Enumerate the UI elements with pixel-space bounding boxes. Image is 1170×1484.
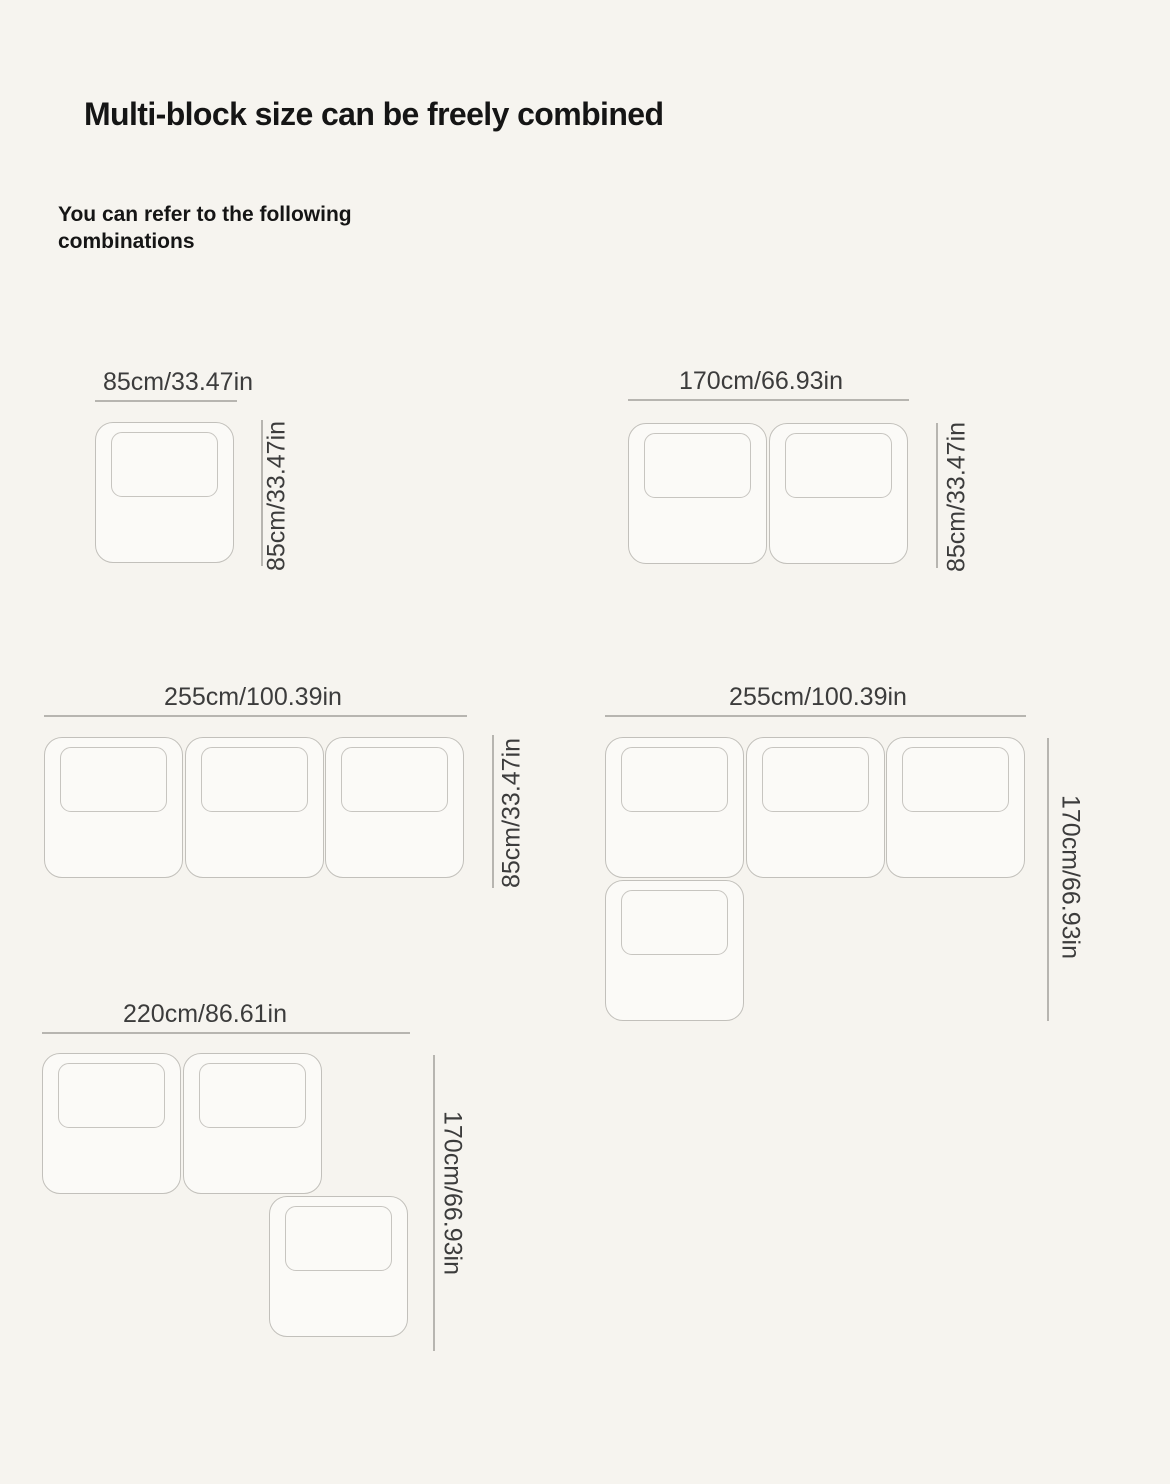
- sofa-block: [44, 737, 183, 878]
- width-dimension-line: [44, 715, 467, 717]
- width-dimension-line: [95, 400, 237, 402]
- height-dimension-line: [1047, 738, 1049, 1021]
- sofa-block: [95, 422, 234, 563]
- seat-cushion-outline: [762, 747, 869, 812]
- sofa-block: [769, 423, 908, 564]
- sofa-block: [605, 880, 744, 1021]
- width-label: 255cm/100.39in: [164, 683, 342, 711]
- seat-cushion-outline: [621, 747, 728, 812]
- width-label: 85cm/33.47in: [102, 368, 254, 396]
- height-label: 85cm/33.47in: [497, 737, 526, 889]
- sofa-block: [42, 1053, 181, 1194]
- height-dimension-line: [433, 1055, 435, 1351]
- width-label: 255cm/100.39in: [729, 683, 907, 711]
- width-label: 220cm/86.61in: [122, 1000, 287, 1028]
- subtitle-line-1: You can refer to the following: [58, 203, 352, 226]
- width-label: 170cm/66.93in: [678, 367, 843, 395]
- sofa-block: [605, 737, 744, 878]
- seat-cushion-outline: [644, 433, 751, 498]
- sofa-block: [746, 737, 885, 878]
- seat-cushion-outline: [58, 1063, 165, 1128]
- height-label: 170cm/66.93in: [438, 1110, 467, 1276]
- height-dimension-line: [936, 423, 938, 568]
- seat-cushion-outline: [621, 890, 728, 955]
- sofa-block: [185, 737, 324, 878]
- seat-cushion-outline: [60, 747, 167, 812]
- seat-cushion-outline: [201, 747, 308, 812]
- seat-cushion-outline: [111, 432, 218, 497]
- height-label: 85cm/33.47in: [942, 421, 971, 573]
- page-title: Multi-block size can be freely combined: [84, 96, 664, 132]
- width-dimension-line: [605, 715, 1026, 717]
- height-label: 170cm/66.93in: [1056, 794, 1085, 960]
- width-dimension-line: [42, 1032, 410, 1034]
- seat-cushion-outline: [902, 747, 1009, 812]
- sofa-block: [628, 423, 767, 564]
- sofa-block: [325, 737, 464, 878]
- height-label: 85cm/33.47in: [262, 420, 291, 572]
- seat-cushion-outline: [785, 433, 892, 498]
- sofa-block: [886, 737, 1025, 878]
- sofa-block: [183, 1053, 322, 1194]
- page-subtitle: [58, 201, 352, 255]
- seat-cushion-outline: [285, 1206, 392, 1271]
- width-dimension-line: [628, 399, 909, 401]
- seat-cushion-outline: [341, 747, 448, 812]
- seat-cushion-outline: [199, 1063, 306, 1128]
- subtitle-line-2: combinations: [58, 230, 195, 253]
- height-dimension-line: [492, 735, 494, 888]
- sofa-block: [269, 1196, 408, 1337]
